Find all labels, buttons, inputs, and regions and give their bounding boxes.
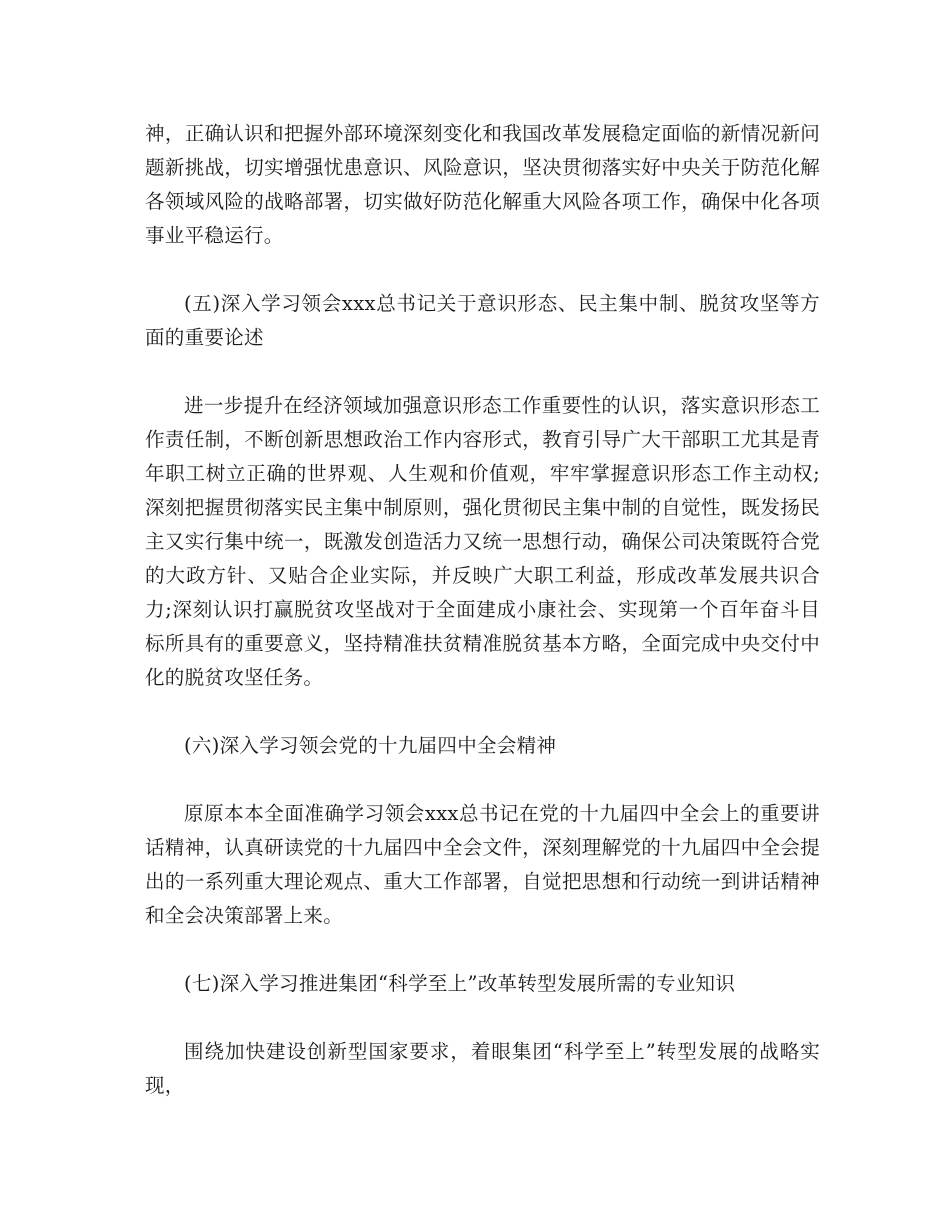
section-heading-5: (五)深入学习领会xxx总书记关于意识形态、民主集中制、脱贫攻坚等方面的重要论述 (145, 292, 820, 349)
paragraph-continuation: 神，正确认识和把握外部环境深刻变化和我国改革发展稳定面临的新情况新问题新挑战，切实增强忧患意识、风险意识，坚决贯彻落实好中央关于防范化解各领域风险的战略部署，切实做好防范化解重大风险各项工作，确保中化各项事业平稳运行。 (145, 122, 820, 247)
paragraph-section-7: 围绕加快建设创新型国家要求，着眼集团“科学至上”转型发展的战略实现， (145, 1040, 820, 1097)
document-body (145, 117, 820, 1103)
paragraph-section-5: 进一步提升在经济领域加强意识形态工作重要性的认识，落实意识形态工作责任制，不断创新思想政治工作内容形式，教育引导广大干部职工尤其是青年职工树立正确的世界观、人生观和价值观，牢牢掌握意识形态工作主动权;深刻把握贯彻落实民主集中制原则，强化贯彻民主集中制的自觉性，既发扬民主又实行集中统一，既激发创造活力又统一思想行动，确保公司决策既符合党的大政方针、又贴合企业实际，并反映广大职工利益，形成改革发展共识合力;深刻认识打赢脱贫攻坚战对于全面建成小康社会、实现第一个百年奋斗目标所具有的重要意义，坚持精准扶贫精准脱贫基本方略，全面完成中央交付中化的脱贫攻坚任务。 (145, 394, 820, 689)
section-heading-6: (六)深入学习领会党的十九届四中全会精神 (184, 734, 557, 757)
paragraph-section-6: 原原本本全面准确学习领会xxx总书记在党的十九届四中全会上的重要讲话精神，认真研读党的十九届四中全会文件，深刻理解党的十九届四中全会提出的一系列重大理论观点、重大工作部署，自觉把思想和行动统一到讲话精神和全会决策部署上来。 (145, 802, 820, 927)
section-heading-7: (七)深入学习推进集团“科学至上”改革转型发展所需的专业知识 (184, 972, 736, 995)
